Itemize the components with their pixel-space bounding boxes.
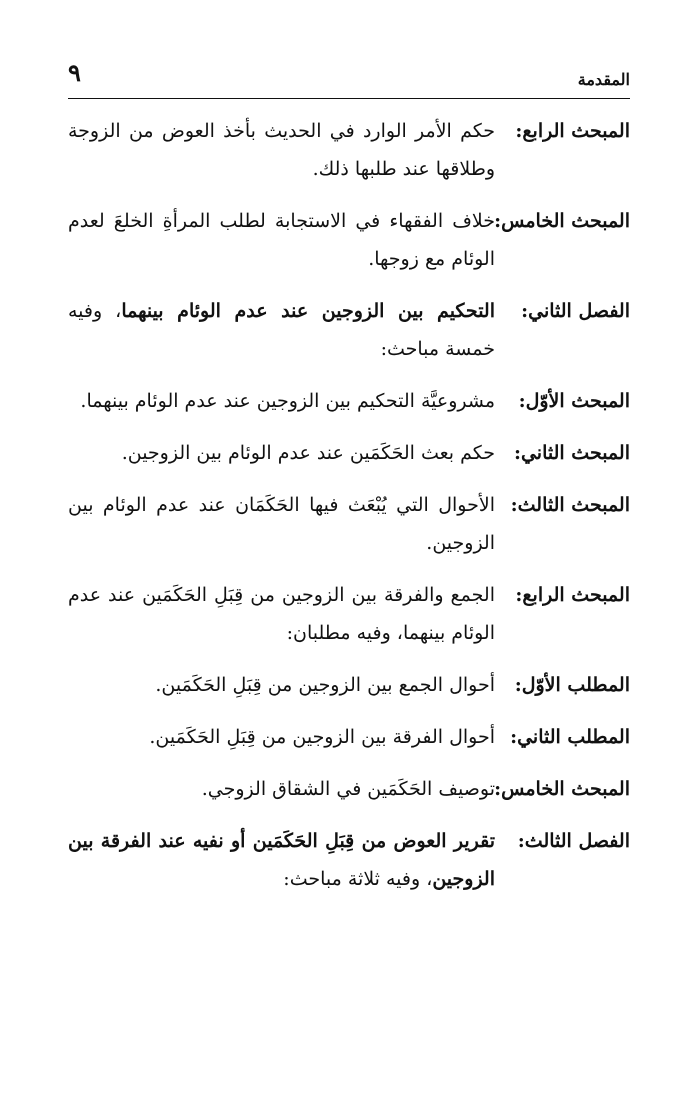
entry-text: الأحوال التي يُبْعَث فيها الحَكَمَان عند عدم الوئام بين الزوجين. [68,494,495,554]
toc-entry [68,382,630,420]
entry-label: الفصل الثاني: [521,300,630,322]
entry-label: المبحث الخامس: [494,210,630,232]
entry-label: المطلب الثاني: [510,726,630,748]
entry-text: الجمع والفرقة بين الزوجين من قِبَلِ الحَكَمَين عند عدم الوئام بينهما، وفيه مطلبان: [68,584,495,644]
entry-label: المبحث الرابع: [515,120,630,142]
running-head: المقدمة [577,70,630,89]
toc-entry [68,770,630,808]
page-number: ٩ [68,58,81,87]
entry-text: حكم بعث الحَكَمَين عند عدم الوئام بين الزوجين. [121,442,495,464]
toc-entry [68,434,630,472]
entry-label: المبحث الثاني: [513,442,630,464]
toc-entry [68,666,630,704]
page-header [68,58,630,98]
entry-text: حكم الأمر الوارد في الحديث بأخذ العوض من الزوجة وطلاقها عند طلبها ذلك. [68,120,495,180]
entry-label: المبحث الرابع: [515,584,630,606]
chapter-title: تقرير العوض من قِبَلِ الحَكَمَين أو نفيه عند الفرقة بين الزوجين [68,830,495,890]
entry-text [68,822,495,898]
toc-entry [68,202,630,278]
entry-label: المطلب الأوّل: [514,674,630,696]
entry-label: الفصل الثالث: [517,830,630,852]
toc-entry-chapter [68,822,630,898]
entry-text: خلاف الفقهاء في الاستجابة لطلب المرأةِ الخلعَ لعدم الوئام مع زوجها. [68,210,495,270]
contents-list [68,112,630,912]
toc-entry [68,718,630,756]
entry-text: توصيف الحَكَمَين في الشقاق الزوجي. [201,778,495,800]
entry-text: مشروعيَّة التحكيم بين الزوجين عند عدم الوئام بينهما. [80,390,495,412]
entry-label: المبحث الأوّل: [518,390,630,412]
toc-entry [68,112,630,188]
toc-entry [68,576,630,652]
toc-entry-chapter [68,292,630,368]
chapter-note: ، وفيه خمسة مباحث: [68,300,495,360]
entry-text: أحوال الفرقة بين الزوجين من قِبَلِ الحَكَمَين. [149,726,495,748]
chapter-title: التحكيم بين الزوجين عند عدم الوئام بينهما [121,300,495,322]
entry-label: المبحث الخامس: [494,778,630,800]
entry-text: أحوال الجمع بين الزوجين من قِبَلِ الحَكَمَين. [155,674,495,696]
header-rule [68,98,630,99]
entry-label: المبحث الثالث: [510,494,630,516]
toc-entry [68,486,630,562]
chapter-note: ، وفيه ثلاثة مباحث: [283,868,433,890]
entry-text [68,292,495,368]
